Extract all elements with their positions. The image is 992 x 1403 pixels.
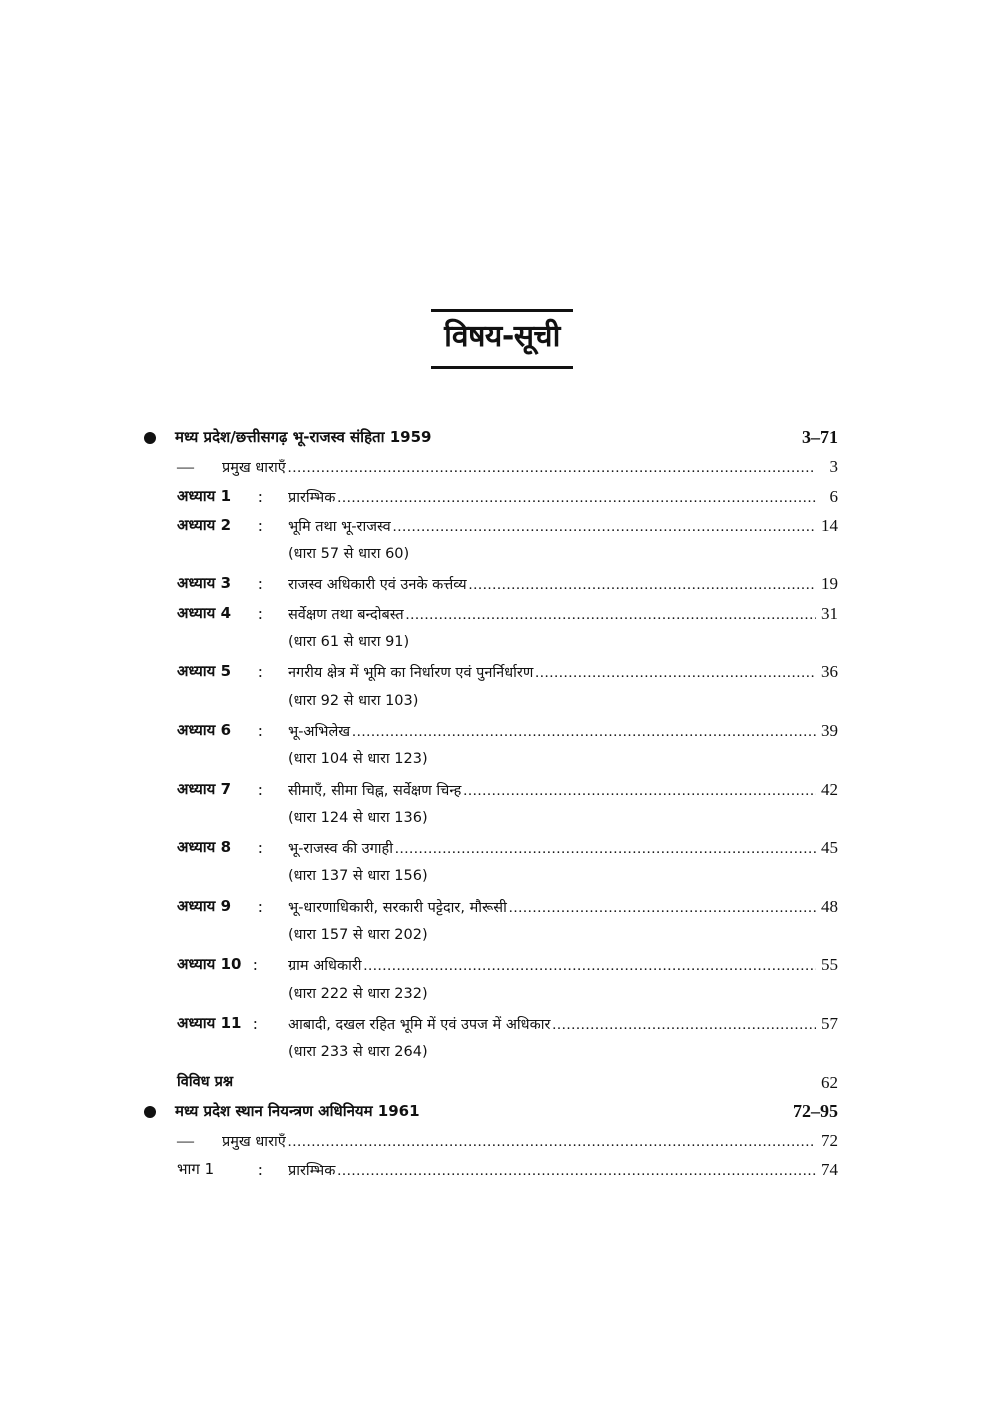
part-label: भाग 1 <box>177 1160 215 1179</box>
toc-entry <box>222 1126 838 1157</box>
toc-entry <box>288 482 838 513</box>
toc-entry-misc-questions[interactable] <box>140 1068 838 1097</box>
page-title-block <box>431 309 573 369</box>
dash: — <box>177 457 194 477</box>
toc-entry <box>288 716 838 747</box>
page-number: 72 <box>821 1131 838 1151</box>
section-range-text: (धारा 137 से धारा 156) <box>288 868 428 885</box>
section-header[interactable] <box>140 1097 838 1126</box>
entry-title: नगरीय क्षेत्र में भूमि का निर्धारण एवं पुनर्निर्धारण <box>288 665 534 682</box>
toc-entry-chapter-8[interactable] <box>140 833 838 862</box>
section-range-text: (धारा 57 से धारा 60) <box>288 546 410 563</box>
section-range-line <box>140 980 838 1009</box>
entry-title: भू-राजस्व की उगाही <box>288 841 394 858</box>
section-range-text: (धारा 222 से धारा 232) <box>288 985 428 1002</box>
entry-title: आबादी, दखल रहित भूमि में एवं उपज में अधिकार <box>288 1016 551 1033</box>
toc-entry-part-1[interactable] <box>140 1155 838 1184</box>
colon: : <box>258 838 263 858</box>
entry-title: सीमाएँ, सीमा चिह्न, सर्वेक्षण चिन्ह <box>288 782 462 799</box>
page-number: 31 <box>821 603 838 623</box>
entry-title: प्रमुख धाराएँ <box>222 460 286 477</box>
toc-entry-chapter-1[interactable] <box>140 482 838 511</box>
section-header[interactable] <box>140 423 838 452</box>
toc-entry <box>288 569 838 600</box>
page-number: 19 <box>821 574 838 594</box>
chapter-label: अध्याय 5 <box>177 662 232 681</box>
page-number: 45 <box>821 838 838 858</box>
entry-title: सर्वेक्षण तथा बन्दोबस्त <box>288 606 404 623</box>
section-range-text: (धारा 124 से धारा 136) <box>288 809 428 826</box>
page-title: विषय-सूची <box>444 319 560 354</box>
entry-title: प्रमुख धाराएँ <box>222 1134 286 1151</box>
entry-title: भूमि तथा भू-राजस्व <box>288 518 391 535</box>
page-number: 48 <box>821 896 838 916</box>
section-range-text: (धारा 92 से धारा 103) <box>288 692 419 709</box>
section-range-line <box>140 540 838 569</box>
toc-entry-highlights[interactable] <box>140 1126 838 1155</box>
chapter-label: अध्याय 7 <box>177 779 232 798</box>
section-range-line <box>140 862 838 891</box>
page-number: 3 <box>829 457 838 477</box>
toc-entry-chapter-2[interactable] <box>140 511 838 540</box>
section-title: मध्य प्रदेश/छत्तीसगढ़ भू-राजस्व संहिता 1959 <box>175 428 432 446</box>
section-range-text: (धारा 233 से धारा 264) <box>288 1044 428 1061</box>
dot-leader <box>395 835 816 864</box>
page-number: 57 <box>821 1013 838 1033</box>
toc-entry <box>288 950 838 981</box>
colon: : <box>258 486 263 506</box>
dot-leader <box>393 513 816 542</box>
toc-entry <box>288 599 838 630</box>
dot-leader <box>552 1011 816 1040</box>
toc-entry <box>288 1009 838 1040</box>
section-range-text: (धारा 104 से धारा 123) <box>288 751 428 768</box>
colon: : <box>258 720 263 740</box>
toc-entry <box>288 657 838 688</box>
toc-entry <box>222 452 838 483</box>
chapter-label: अध्याय 4 <box>177 603 232 622</box>
colon: : <box>258 896 263 916</box>
dot-leader <box>352 718 816 747</box>
colon: : <box>258 515 263 535</box>
section-page-range: 72–95 <box>793 1100 838 1121</box>
chapter-label: अध्याय 8 <box>177 838 232 857</box>
dot-leader <box>509 894 816 923</box>
colon: : <box>253 1013 258 1033</box>
toc-entry <box>288 1155 838 1186</box>
title-bottom-rule <box>431 366 573 369</box>
entry-title: भू-अभिलेख <box>288 723 351 740</box>
misc-label: विविध प्रश्न <box>177 1073 234 1090</box>
dash: — <box>177 1131 194 1151</box>
colon: : <box>258 1160 263 1180</box>
dot-leader <box>463 777 816 806</box>
toc-entry-chapter-3[interactable] <box>140 569 838 598</box>
page-number: 36 <box>821 662 838 682</box>
dot-leader <box>288 1128 816 1157</box>
page-number: 55 <box>821 955 838 975</box>
section-range-line <box>140 1038 838 1067</box>
dot-leader <box>337 1157 816 1186</box>
toc-entry-chapter-5[interactable] <box>140 657 838 686</box>
entry-title: भू-धारणाधिकारी, सरकारी पट्टेदार, मौरूसी <box>288 899 507 916</box>
section-page-range: 3–71 <box>802 427 838 447</box>
page-number: 62 <box>821 1072 838 1092</box>
colon: : <box>258 662 263 682</box>
chapter-label: अध्याय 6 <box>177 720 232 739</box>
table-of-contents <box>140 423 838 1185</box>
dot-leader <box>406 601 816 630</box>
toc-entry <box>288 892 838 923</box>
toc-entry <box>288 775 838 806</box>
chapter-label: अध्याय 2 <box>177 515 232 534</box>
chapter-label: अध्याय 10 <box>177 955 242 974</box>
chapter-label: अध्याय 1 <box>177 486 232 505</box>
section-range-text: (धारा 157 से धारा 202) <box>288 927 428 944</box>
section-range-line <box>140 804 838 833</box>
dot-leader <box>469 571 816 600</box>
toc-entry-chapter-9[interactable] <box>140 892 838 921</box>
entry-title: प्रारम्भिक <box>288 1163 336 1180</box>
section-range-line <box>140 745 838 774</box>
page-number: 42 <box>821 779 838 799</box>
dot-leader <box>288 454 816 483</box>
dot-leader <box>535 659 816 688</box>
toc-entry-chapter-7[interactable] <box>140 775 838 804</box>
chapter-label: अध्याय 11 <box>177 1013 242 1032</box>
entry-title: राजस्व अधिकारी एवं उनके कर्त्तव्य <box>288 577 467 594</box>
bullet-icon <box>144 1106 156 1118</box>
page-number: 74 <box>821 1160 838 1180</box>
toc-entry <box>288 833 838 864</box>
toc-entry-chapter-10[interactable] <box>140 950 838 979</box>
section-range-line <box>140 628 838 657</box>
section-range-line <box>140 921 838 950</box>
entry-title: ग्राम अधिकारी <box>288 958 362 975</box>
dot-leader <box>337 484 816 513</box>
dot-leader <box>364 952 816 981</box>
toc-entry-chapter-4[interactable] <box>140 599 838 628</box>
colon: : <box>258 603 263 623</box>
colon: : <box>253 955 258 975</box>
bullet-icon <box>144 432 156 444</box>
toc-entry-highlights[interactable] <box>140 452 838 481</box>
page-number: 14 <box>821 515 838 535</box>
page-number: 39 <box>821 720 838 740</box>
section-range-line <box>140 687 838 716</box>
entry-title: प्रारम्भिक <box>288 489 336 506</box>
toc-entry-chapter-6[interactable] <box>140 716 838 745</box>
chapter-label: अध्याय 3 <box>177 574 232 593</box>
colon: : <box>258 574 263 594</box>
colon: : <box>258 779 263 799</box>
toc-entry <box>288 511 838 542</box>
section-title: मध्य प्रदेश स्थान नियन्त्रण अधिनियम 1961 <box>175 1101 420 1120</box>
chapter-label: अध्याय 9 <box>177 896 232 915</box>
section-range-text: (धारा 61 से धारा 91) <box>288 634 410 651</box>
page-number: 6 <box>829 486 838 506</box>
toc-entry-chapter-11[interactable] <box>140 1009 838 1038</box>
